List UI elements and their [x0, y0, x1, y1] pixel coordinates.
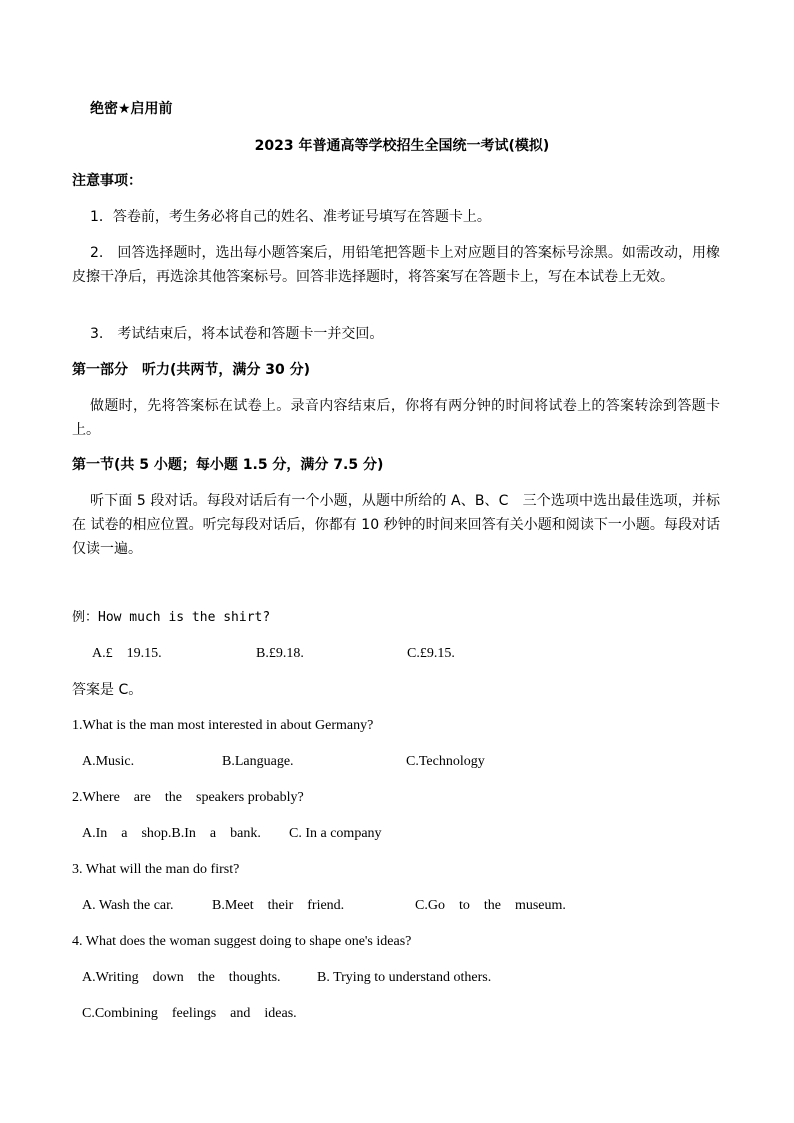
question-3-option-c: C.Go to the museum.: [415, 898, 566, 913]
example-option-a: A.£ 19.15.: [92, 646, 162, 661]
section1-instructions: 听下面 5 段对话。每段对话后有一个小题，从题中所给的 A、B、C 三个选项中选出最佳选项，并标在 试卷的相应位置。听完每段对话后，你都有 10 秒钟的时间来回答有关小题和阅读下一小题。每段对话仅读一遍。: [72, 493, 720, 557]
question-1-option-b: B.Language.: [222, 754, 294, 769]
example-option-b: B.£9.18.: [256, 646, 304, 661]
example-option-c: C.£9.15.: [407, 646, 455, 661]
example-answer: 答案是 C。: [72, 682, 143, 698]
question-4-option-b: B. Trying to understand others.: [317, 970, 492, 985]
question-1-option-c: C.Technology: [406, 754, 485, 769]
question-4: 4. What does the woman suggest doing to shape one's ideas?: [72, 934, 412, 949]
question-2-option-ab: A.In a shop.B.In a bank.: [82, 826, 261, 841]
question-3: 3. What will the man do first?: [72, 862, 240, 877]
question-1: 1.What is the man most interested in about Germany?: [72, 718, 374, 733]
secret-label: 绝密★启用前: [90, 101, 173, 117]
exam-title: 2023 年普通高等学校招生全国统一考试(模拟): [254, 138, 550, 154]
question-2-option-c: C. In a company: [289, 826, 382, 841]
part1-heading: 第一部分 听力(共两节，满分 30 分): [72, 362, 311, 378]
question-3-option-b: B.Meet their friend.: [212, 898, 345, 913]
question-4-option-a: A.Writing down the thoughts.: [82, 970, 281, 985]
question-2: 2.Where are the speakers probably?: [72, 790, 304, 805]
notice-item-1: 1．答卷前，考生务必将自己的姓名、准考证号填写在答题卡上。: [90, 209, 491, 225]
example-question: 例：How much is the shirt?: [72, 610, 271, 625]
part1-instructions: 做题时，先将答案标在试卷上。录音内容结束后，你将有两分钟的时间将试卷上的答案转涂到答题卡 上。: [72, 398, 720, 438]
section1-heading: 第一节(共 5 小题；每小题 1.5 分，满分 7.5 分): [72, 457, 384, 473]
question-3-option-a: A. Wash the car.: [82, 898, 174, 913]
notice-item-3: 3. 考试结束后，将本试卷和答题卡一并交回。: [90, 326, 384, 342]
question-1-option-a: A.Music.: [82, 754, 135, 769]
notice-heading: 注意事项：: [72, 173, 142, 189]
notice-item-2: 2. 回答选择题时，选出每小题答案后，用铅笔把答题卡上对应题目的答案标号涂黑。如需改动，用橡 皮擦干净后，再选涂其他答案标号。回答非选择题时，将答案写在答题卡上，写在本试卷上无效。: [72, 245, 720, 285]
question-4-option-c: C.Combining feelings and ideas.: [82, 1006, 297, 1021]
